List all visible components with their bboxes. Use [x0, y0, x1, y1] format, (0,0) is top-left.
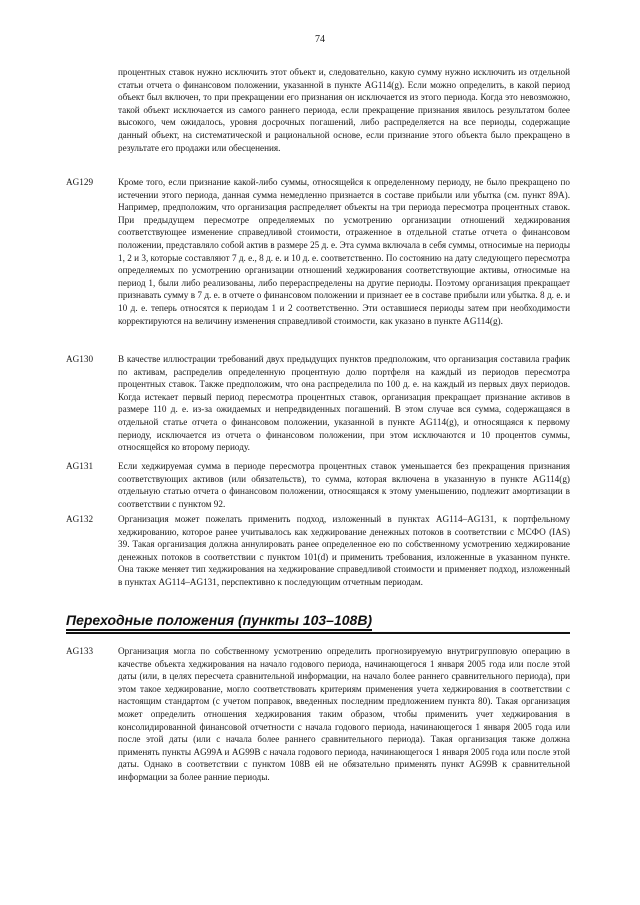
page-number: 74 — [315, 34, 325, 45]
paragraph-text: В качестве иллюстрации требований двух предыдущих пунктов предположим, что организация составила график по активам, распределив определенную процентную долю портфеля на каждый из периодов пересмотра процентных ставок. Также предположим, что она распределила по 100 д. е. на каждый из первых двух периодов. Когда истекает первый период пересмотра процентных ставок, организация прекращает признание активов в размере 110 д. е. из-за ожидаемых и непредвиденных погашений. В этом случае вся сумма, содержащаяся в отдельной статье отчета о финансовом положении, указанной в пункте AG114(g), и относящаяся к первому периоду, исключается из отчета о финансовом положении, при этом исключаются и 10 процентов суммы, относящейся ко второму периоду. — [118, 354, 570, 453]
section-heading-text: Переходные положения (пункты 103–108В) — [66, 612, 372, 631]
paragraph-number: AG130 — [66, 354, 94, 364]
paragraph-number: AG132 — [66, 514, 94, 524]
paragraph-text: Если хеджируемая сумма в периоде пересмотра процентных ставок уменьшается без прекращения признания соответствующих активов (или обязательств), то сумма, которая включена в указанную в пункте AG114(g) отдельную статью отчета о финансовом положении, относящаяся к этому уменьшению, подлежит амортизации в соответствии с пунктом 92. — [118, 461, 570, 509]
heading-underline — [66, 632, 570, 634]
paragraph-text: Организация может пожелать применить подход, изложенный в пунктах AG114–AG131, к портфельному хеджированию, которое ранее учитывалось как хеджирование денежных потоков в соответствии с МСФО (IAS) 39. Такая организация должна аннулировать ранее определенное ею по собственному усмотрению хеджирование денежных потоков в соответствии с пунктом 101(d) и применить требования, изложенные в указанном пункте. Она также меняет тип хеджирования на хеджирование справедливой стоимости и применяет подход, изложенный в пунктах AG114–AG131, перспективно к последующим отчетным периодам. — [118, 514, 570, 587]
continued-paragraph: процентных ставок нужно исключить этот объект и, следовательно, какую сумму нужно исключить из отдельной статьи отчета о финансовом положении, указанной в пункте AG114(g). Если можно определить, в какой период объект был включен, то при прекращении его признания он исключается из этого периода. Когда это невозможно, такой объект исключается из самого раннего периода, если прекращение признания явилось результатом более высокого, чем ожидалось, уровня досрочных погашений, либо распределяется на все периоды, содержащие данный объект, на систематической и рациональной основе, если признание этого объекта было прекращено в результате его продажи или обесценения. — [118, 67, 570, 153]
paragraph-number: AG129 — [66, 177, 94, 187]
paragraph-text: Кроме того, если признание какой-либо суммы, относящейся к определенному периоду, не было прекращено по истечении этого периода, данная сумма немедленно признается в составе прибыли или убытка (см. пункт 89А). Например, предположим, что организация распределяет объекты на три периода пересмотра процентных ставок. При предыдущем пересмотре определяемых по усмотрению организации отношений хеджирования соответствующее изменение справедливой стоимости, отраженное в отдельной статье отчета о финансовом положении, представляло собой актив в размере 25 д. е. Эта сумма включала в себя суммы, относимые на периоды 1, 2 и 3, которые составляют 7 д. е., 8 д. е. и 10 д. е. соответственно. По состоянию на дату следующего пересмотра определяемых по усмотрению организации отношений хеджирования соответствующие активы, относимые на период 1, были либо реализованы, либо перераспределены на другие периоды. Поэтому организация прекращает признавать сумму в 7 д. е. в отчете о финансовом положении и признает ее в составе прибыли или убытка. 8 д. е. и 10 д. е. теперь относятся к периодам 1 и 2 соответственно. Эти оставшиеся периоды затем при необходимости корректируются на величину изменения справедливой стоимости, как указано в пункте AG114(g). — [118, 177, 570, 326]
paragraph-number: AG133 — [66, 646, 94, 656]
section-heading — [66, 614, 570, 627]
paragraph-text: Организация могла по собственному усмотрению определить прогнозируемую внутригрупповую операцию в качестве объекта хеджирования на начало годового периода, начинающегося 1 января 2005 года или после этой даты (или, в целях пересчета сравнительной информации, на начало более раннего сравнительного периода), при этом такое хеджирование, могло соответствовать критериям применения учета хеджирования в соответствии с настоящим стандартом (с учетом поправок, введенных последним предложением пункта 80). Такая организация может определить отношения хеджирования таким образом, чтобы применить учет хеджирования в консолидированной финансовой отчетности с начала годового периода, начинающегося 1 января 2005 года или после этой даты (или с начала более раннего сравнительного периода). Такая организация также должна применять пункты AG99A и AG99B с начала годового периода, начинающегося 1 января 2005 года или после этой даты. Однако в соответствии с пунктом 108В ей не обязательно применять пункт AG99B к сравнительной информации за более ранние периоды. — [118, 646, 570, 782]
paragraph-number: AG131 — [66, 461, 94, 471]
